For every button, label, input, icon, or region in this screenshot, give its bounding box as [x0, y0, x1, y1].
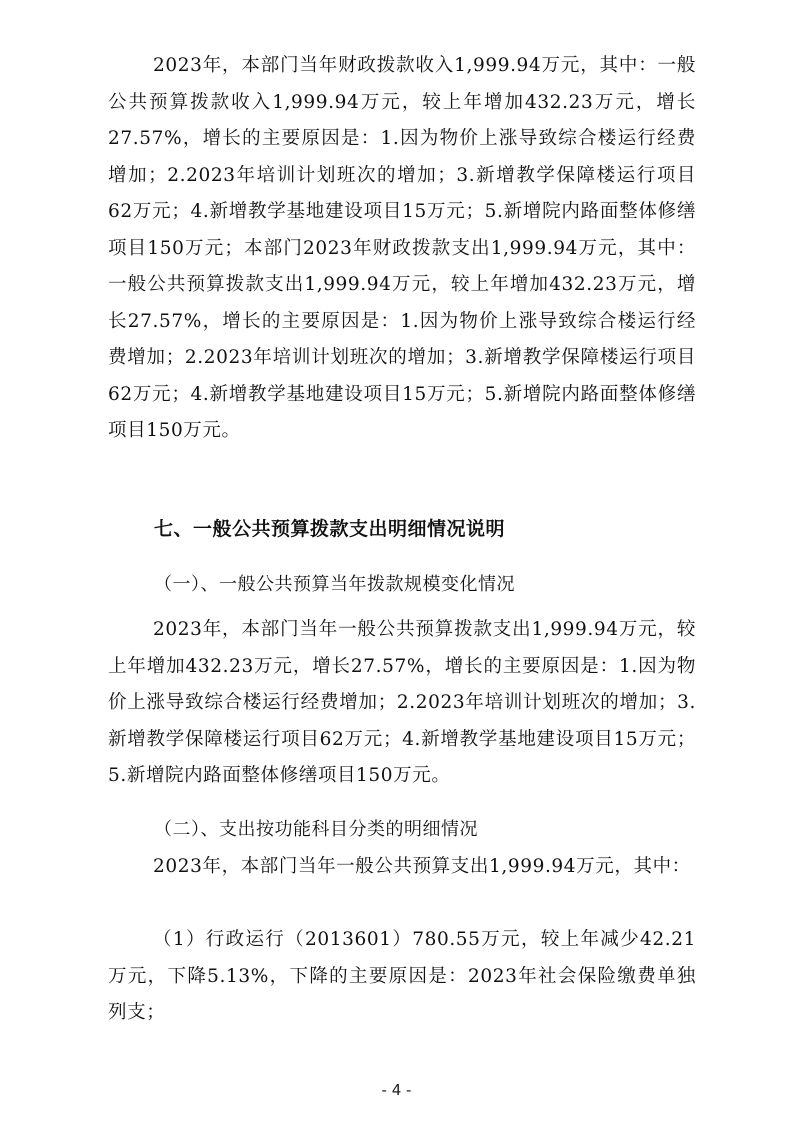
paragraph-income-expense: 2023年，本部门当年财政拨款收入1,999.94万元，其中：一般公共预算拨款收入1,999.94万元，较上年增加432.23万元，增长27.57%，增长的主要原因是：1.因为物价上涨导致综合楼运行经费增加；2.2023年培训计划班次的增加；3.新增教学保障楼运行项目62万元；4.新增教学基地建设项目15万元；5.新增院内路面整体修缮项目150万元；本部门2023年财政拨款支出1,999.94万元，其中：一般公共预算拨款支出1,999.94万元，较上年增加432.23万元，增长27.57%，增长的主要原因是：1.因为物价上涨导致综合楼运行经费增加；2.2023年培训计划班次的增加；3.新增教学保障楼运行项目62万元；4.新增教学基地建设项目15万元；5.新增院内路面整体修缮项目150万元。: [108, 55, 696, 441]
section-heading: 七、一般公共预算拨款支出明细情况说明: [154, 518, 506, 540]
paragraph-function-total: 2023年，本部门当年一般公共预算支出1,999.94万元，其中：: [153, 856, 691, 877]
page-number: - 4 -: [381, 1081, 412, 1099]
subsection-1-title: （一）、一般公共预算当年拨款规模变化情况: [154, 574, 515, 595]
paragraph-scale-change: 2023年，本部门当年一般公共预算拨款支出1,999.94万元，较上年增加432.23万元，增长27.57%，增长的主要原因是：1.因为物价上涨导致综合楼运行经费增加；2.2023年培训计划班次的增加；3.新增教学保障楼运行项目62万元；4.新增教学基地建设项目15万元；5.新增院内路面整体修缮项目150万元。: [108, 619, 696, 786]
subsection-2-title: （二）、支出按功能科目分类的明细情况: [154, 819, 478, 840]
paragraph-item-1: （1）行政运行（2013601）780.55万元，较上年减少42.21万元，下降5.13%，下降的主要原因是：2023年社会保险缴费单独列支；: [108, 929, 696, 1023]
